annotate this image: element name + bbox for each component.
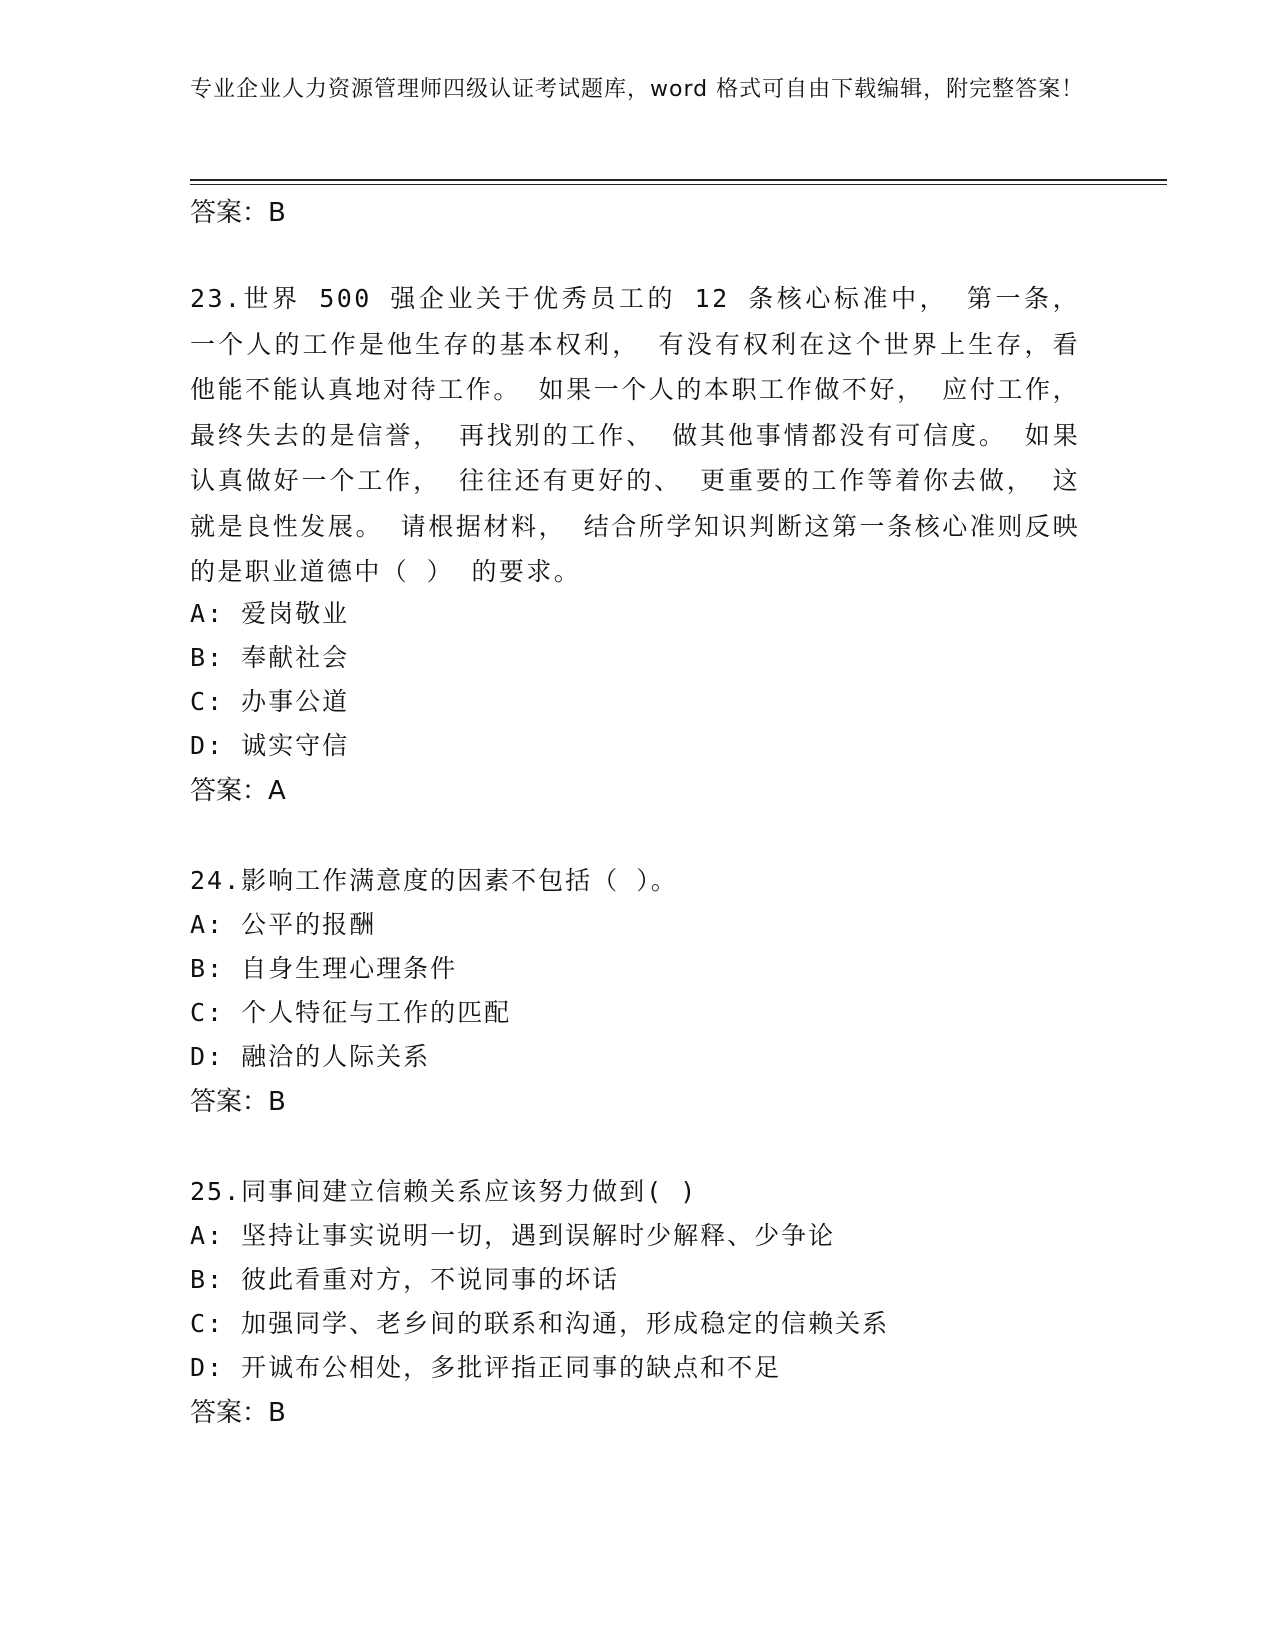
question-25-option-c: C: 加强同学、老乡间的联系和沟通，形成稳定的信赖关系 [190,1309,890,1338]
document-header: 专业企业人力资源管理师四级认证考试题库，word 格式可自由下载编辑，附完整答案！ [190,77,1085,102]
question-24-option-c: C: 个人特征与工作的匹配 [190,998,512,1027]
header-divider-thick [190,179,1167,181]
question-25-option-d: D: 开诚布公相处，多批评指正同事的缺点和不足 [190,1353,782,1382]
question-24-stem: 24.影响工作满意度的因素不包括（ ）。 [190,866,678,895]
question-23-option-b: B: 奉献社会 [190,643,350,672]
question-23-option-d: D: 诚实守信 [190,731,350,760]
question-23-stem: 23.世界 500 强企业关于优秀员工的 12 条核心标准中， 第一条， 一个人的工作是他生存的基本权利， 有没有权利在这个世界上生存，看他能不能认真地对待工作。 如果一个人的本职工作做不好， 应付工作， 最终失去的是信誉， 再找别的工作、 做其他事情都没有可信度。 如果认真做好一个工作， 往往还有更好的、 更重要的工作等着你去做， 这就是良性发展。 请根据材料， 结合所学知识判断这第一条核心准则反映的是职业道德中（ ） 的要求。 [190,284,1080,586]
question-25-option-b: B: 彼此看重对方，不说同事的坏话 [190,1265,620,1294]
question-24-answer: 答案：B [190,1087,286,1117]
previous-answer: 答案：B [190,198,286,228]
question-25-option-a: A: 坚持让事实说明一切，遇到误解时少解释、少争论 [190,1221,836,1250]
question-24-option-b: B: 自身生理心理条件 [190,954,458,983]
question-23-option-a: A: 爱岗敬业 [190,599,350,628]
question-23-answer: 答案：A [190,776,286,806]
question-25-stem: 25.同事间建立信赖关系应该努力做到( ) [190,1177,698,1206]
question-24-option-a: A: 公平的报酬 [190,910,377,939]
question-25-answer: 答案：B [190,1398,286,1428]
question-23-option-c: C: 办事公道 [190,687,350,716]
question-24-option-d: D: 融洽的人际关系 [190,1042,431,1071]
header-divider-thin [190,184,1167,185]
